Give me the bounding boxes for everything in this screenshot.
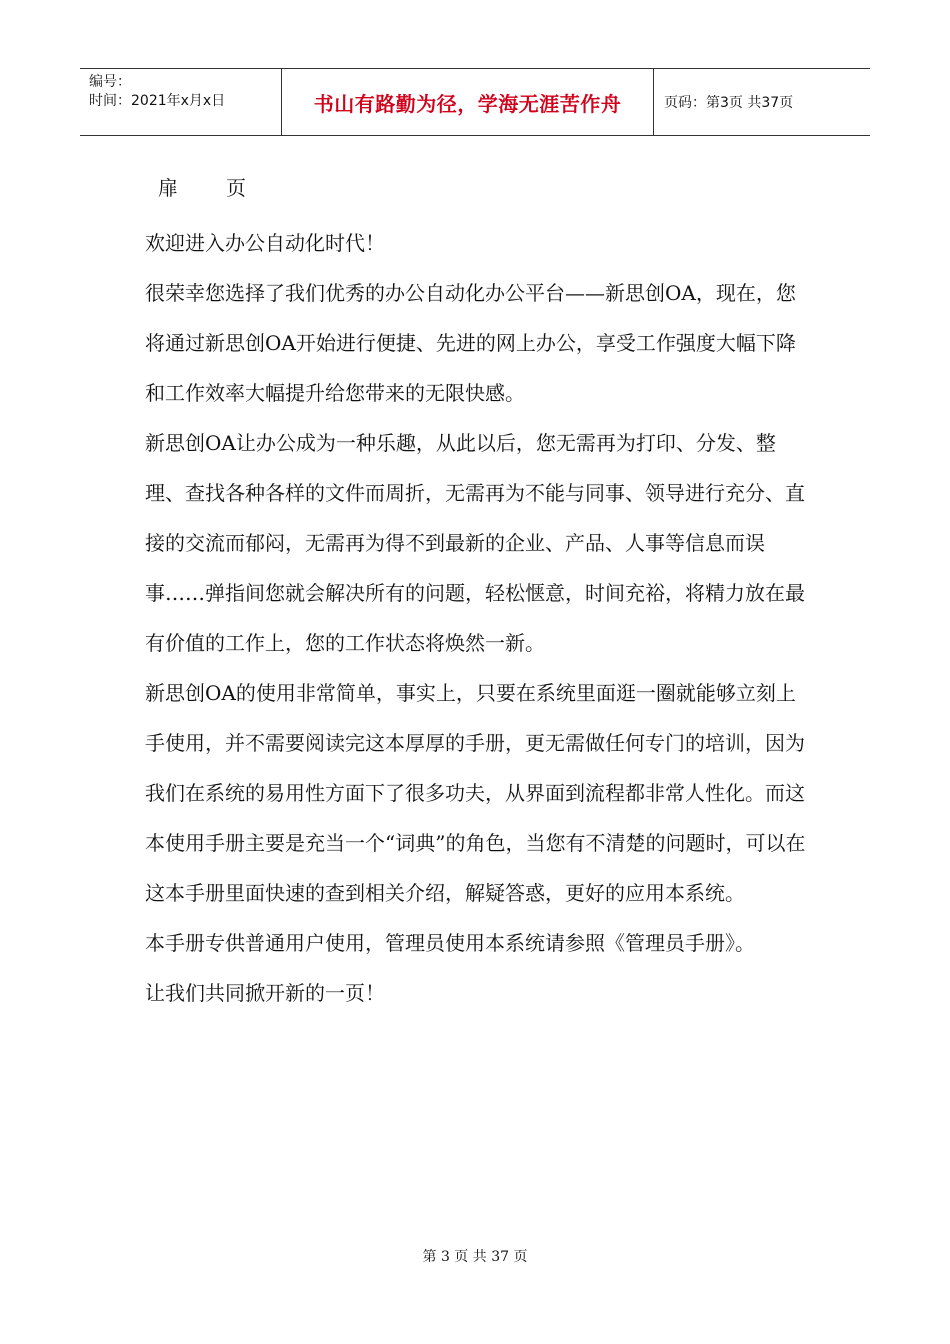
paragraph: 新思创OA让办公成为一种乐趣，从此以后，您无需再为打印、分发、整理、查找各种各样的文件而周折，无需再为不能与同事、领导进行充分、直接的交流而郁闷，无需再为得不到最新的企业、产品、人事等信息而误事……弹指间您就会解决所有的问题，轻松惬意，时间充裕，将精力放在最有价值的工作上，您的工作状态将焕然一新。 [145, 431, 805, 655]
body-text [145, 218, 815, 1018]
page-title [158, 172, 246, 201]
document-number-label: 编号： [89, 74, 131, 90]
page-footer: 第 3 页 共 37 页 [422, 1249, 528, 1265]
title-char-1: 扉 [158, 176, 178, 200]
document-date: 时间：2021年x月x日 [89, 93, 226, 109]
paragraph: 欢迎进入办公自动化时代！ [145, 231, 385, 255]
header-page-info: 页码：第3页 共37页 [664, 95, 794, 111]
paragraph: 很荣幸您选择了我们优秀的办公自动化办公平台——新思创OA，现在，您将通过新思创OA开始进行便捷、先进的网上办公，享受工作强度大幅下降和工作效率大幅提升给您带来的无限快感。 [145, 281, 796, 405]
title-char-2: 页 [226, 176, 246, 200]
header-motto: 书山有路勤为径，学海无涯苦作舟 [282, 69, 654, 135]
paragraph: 本手册专供普通用户使用，管理员使用本系统请参照《管理员手册》。 [145, 931, 755, 955]
page-header [80, 68, 870, 136]
paragraph: 新思创OA的使用非常简单，事实上，只要在系统里面逛一圈就能够立刻上手使用，并不需要阅读完这本厚厚的手册，更无需做任何专门的培训，因为我们在系统的易用性方面下了很多功夫，从界面到流程都非常人性化。而这本使用手册主要是充当一个“词典”的角色，当您有不清楚的问题时，可以在这本手册里面快速的查到相关介绍，解疑答惑，更好的应用本系统。 [145, 681, 806, 905]
header-meta [80, 69, 282, 135]
paragraph: 让我们共同掀开新的一页！ [145, 981, 385, 1005]
